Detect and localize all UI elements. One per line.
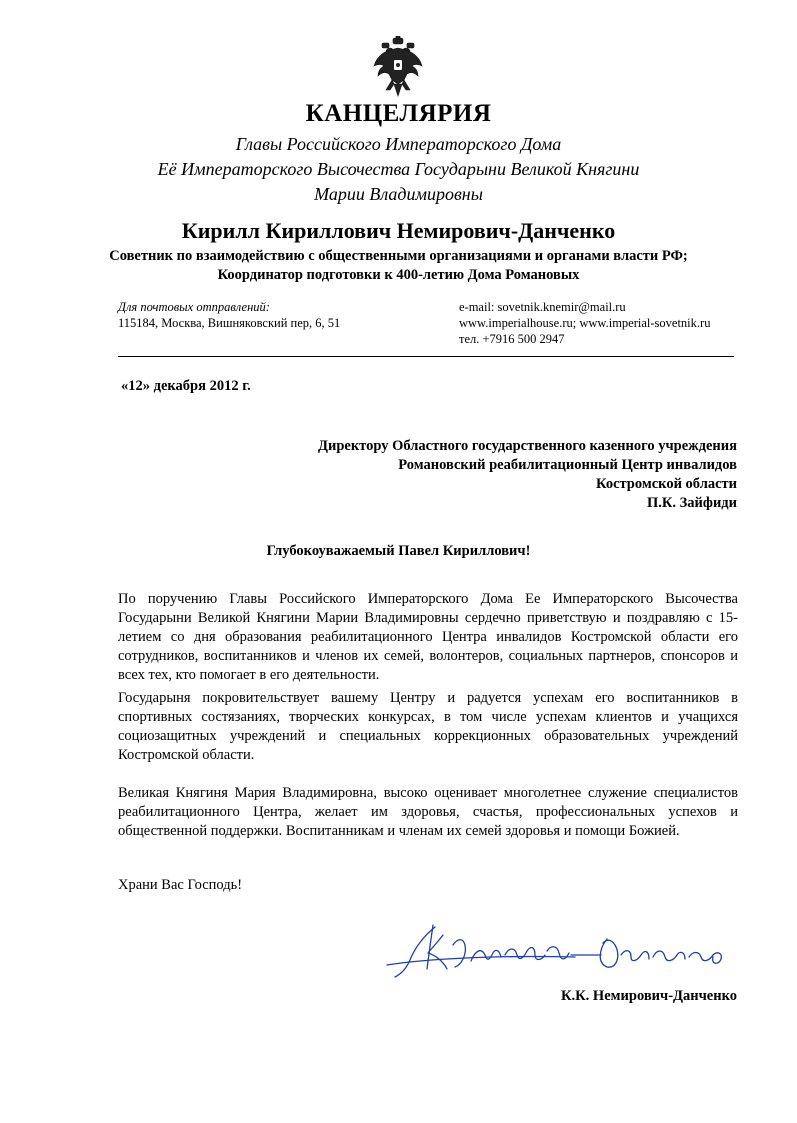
body-paragraph-1: По поручению Главы Российского Императорского Дома Ее Императорского Высочества Государыни Великой Княгини Марии Владимировны сердечно приветствую и поздравляю с 15-летием со дня образования реабилитационного Центра инвалидов Костромской области его сотрудников, воспитанников и членов их семей, волонтеров, социальных партнеров, спонсоров и всех тех, кто помогает в его деятельности. xyxy=(118,591,738,683)
office-subtitle-line-3: Марии Владимировны xyxy=(314,184,483,204)
salutation: Глубокоуважаемый Павел Кириллович! xyxy=(266,543,531,559)
author-role-1: Советник по взаимодействию с общественными организациями и органами власти РФ; xyxy=(109,248,688,264)
office-subtitle-line-2: Её Императорского Высочества Государыни Великой Княгини xyxy=(157,159,640,179)
postal-block xyxy=(118,299,340,331)
author-name: Кирилл Кириллович Немирович-Данченко xyxy=(181,218,616,243)
handwritten-signature xyxy=(385,915,730,985)
contact-block xyxy=(459,299,710,347)
phone-line: тел. +7916 500 2947 xyxy=(459,332,565,346)
postal-label: Для почтовых отправлений: xyxy=(118,300,270,314)
email-line: e-mail: sovetnik.knemir@mail.ru xyxy=(459,300,626,314)
office-subtitle-line-1: Главы Российского Императорского Дома xyxy=(235,134,562,154)
office-title: КАНЦЕЛЯРИЯ xyxy=(305,100,492,127)
recipient-line: П.К. Зайфиди xyxy=(646,495,737,511)
header-divider xyxy=(118,356,734,357)
postal-address: 115184, Москва, Вишняковский пер, 6, 51 xyxy=(118,316,341,330)
recipient-line: Романовский реабилитационный Центр инвалидов xyxy=(398,457,737,473)
closing-phrase: Храни Вас Господь! xyxy=(118,877,243,893)
websites-line: www.imperialhouse.ru; www.imperial-sovetnik.ru xyxy=(459,316,711,330)
recipient-line: Костромской области xyxy=(596,476,737,492)
body-paragraph-3: Великая Княгиня Мария Владимировна, высоко оценивает многолетнее служение специалистов реабилитационного Центра, желает им здоровья, счастья, профессиональных успехов и общественной поддержки. Воспитанникам и членам их семей здоровья и помощи Божией. xyxy=(118,785,738,839)
recipient-block xyxy=(318,437,737,513)
letter-date: «12» декабря 2012 г. xyxy=(121,378,251,394)
signer-name: К.К. Немирович-Данченко xyxy=(561,988,737,1004)
body-paragraph-2: Государыня покровительствует вашему Центру и радуется успехам его воспитанников в спортивных состязаниях, творческих конкурсах, в том числе успехам клиентов и учащихся социозащитных учреждений и специальных коррекционных образовательных учреждений Костромской области. xyxy=(118,690,738,763)
double-headed-eagle-icon xyxy=(372,36,424,98)
recipient-line: Директору Областного государственного казенного учреждения xyxy=(318,438,737,454)
author-role-2: Координатор подготовки к 400-летию Дома Романовых xyxy=(217,267,580,283)
